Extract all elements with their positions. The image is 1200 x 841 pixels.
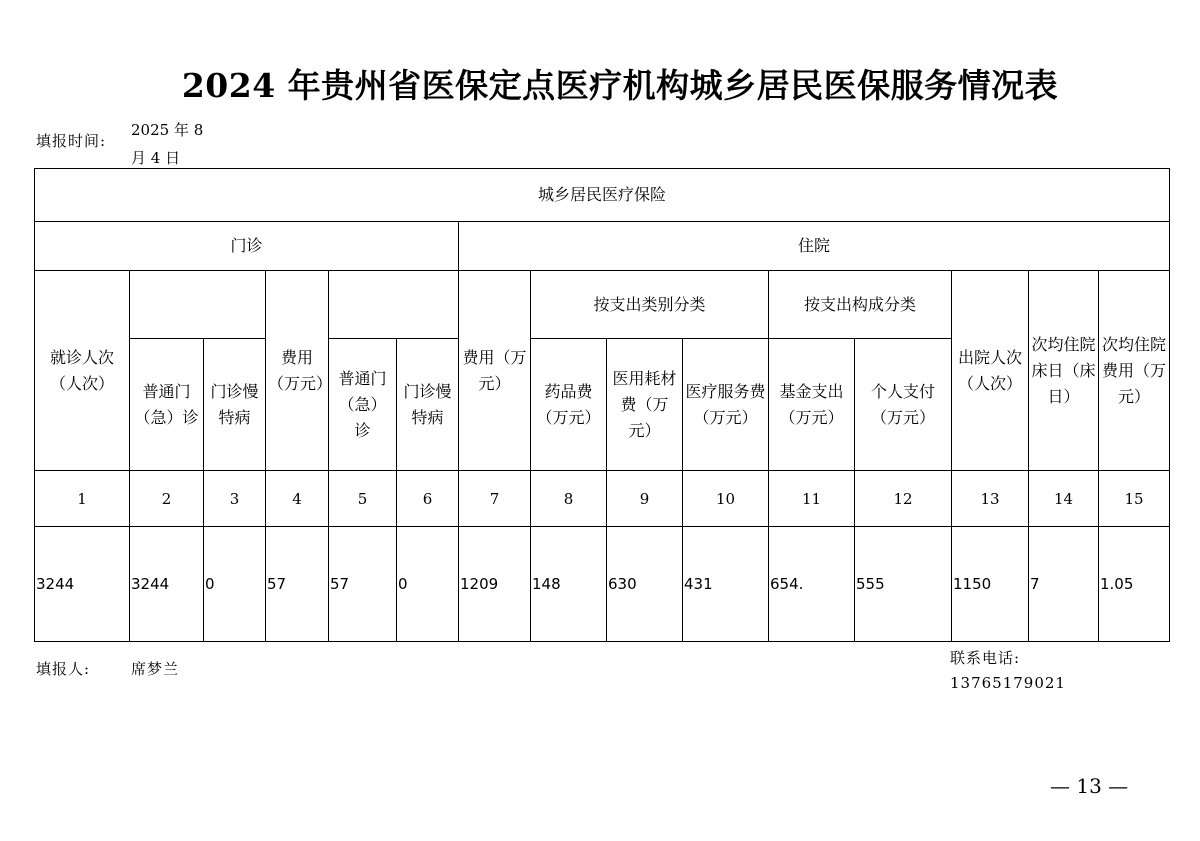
outpatient-header: 门诊: [35, 222, 459, 271]
column-number: 4: [266, 471, 329, 527]
reporter-label: 填报人:: [36, 660, 91, 678]
reporter-name: 席梦兰: [131, 660, 180, 678]
personal-pay-header: 个人支付（万元）: [855, 339, 952, 471]
value-cell: 0: [397, 527, 459, 642]
general-clinic-cost-header: 普通门（急）诊: [329, 339, 397, 471]
general-clinic-visits-header: 普通门（急）诊: [130, 339, 204, 471]
avg-cost-header: 次均住院费用（万元）: [1099, 271, 1170, 471]
value-cell: 3244: [130, 527, 204, 642]
material-cost-header: 医用耗材费（万元）: [607, 339, 683, 471]
visits-header: 就诊人次（人次）: [35, 271, 130, 471]
outpatient-visits-blank: [130, 271, 266, 339]
chronic-clinic-visits-header: 门诊慢特病: [204, 339, 266, 471]
fill-time-value: 2025 年 8 月 4 日: [131, 121, 204, 167]
column-number: 6: [397, 471, 459, 527]
column-number: 7: [459, 471, 531, 527]
chronic-clinic-cost-header: 门诊慢特病: [397, 339, 459, 471]
fund-pay-header: 基金支出（万元）: [769, 339, 855, 471]
column-number: 12: [855, 471, 952, 527]
fill-time-label: 填报时间:: [36, 132, 107, 150]
value-cell: 1209: [459, 527, 531, 642]
column-number: 15: [1099, 471, 1170, 527]
report-table: [34, 168, 1170, 642]
avg-bed-days-header: 次均住院床日（床日）: [1029, 271, 1099, 471]
column-number: 1: [35, 471, 130, 527]
column-number: 14: [1029, 471, 1099, 527]
column-number: 8: [531, 471, 607, 527]
value-cell: 57: [329, 527, 397, 642]
column-number: 13: [952, 471, 1029, 527]
value-cell: 3244: [35, 527, 130, 642]
page-number: — 13 —: [1050, 774, 1129, 798]
value-cell: 148: [531, 527, 607, 642]
value-cell: 57: [266, 527, 329, 642]
column-number: 11: [769, 471, 855, 527]
by-structure-header: 按支出构成分类: [769, 271, 952, 339]
value-cell: 555: [855, 527, 952, 642]
value-cell: 1150: [952, 527, 1029, 642]
insurance-type-header: 城乡居民医疗保险: [35, 169, 1170, 222]
column-number: 5: [329, 471, 397, 527]
drug-cost-header: 药品费（万元）: [531, 339, 607, 471]
outpatient-cost-header: 费用（万元）: [266, 271, 329, 471]
inpatient-header: 住院: [459, 222, 1170, 271]
value-cell: 654.: [769, 527, 855, 642]
column-number: 10: [683, 471, 769, 527]
value-cell: 0: [204, 527, 266, 642]
value-cell: 630: [607, 527, 683, 642]
service-cost-header: 医疗服务费（万元）: [683, 339, 769, 471]
discharges-header: 出院人次（人次）: [952, 271, 1029, 471]
inpatient-cost-header: 费用（万元）: [459, 271, 531, 471]
column-number: 2: [130, 471, 204, 527]
value-cell: 431: [683, 527, 769, 642]
phone-number: 13765179021: [950, 674, 1066, 692]
phone-label: 联系电话:: [950, 649, 1021, 667]
column-number: 9: [607, 471, 683, 527]
column-number: 3: [204, 471, 266, 527]
value-cell: 7: [1029, 527, 1099, 642]
outpatient-cost-blank: [329, 271, 459, 339]
by-category-header: 按支出类别分类: [531, 271, 769, 339]
value-cell: 1.05: [1099, 527, 1170, 642]
page-title: 2024 年贵州省医保定点医疗机构城乡居民医保服务情况表: [181, 66, 1059, 105]
